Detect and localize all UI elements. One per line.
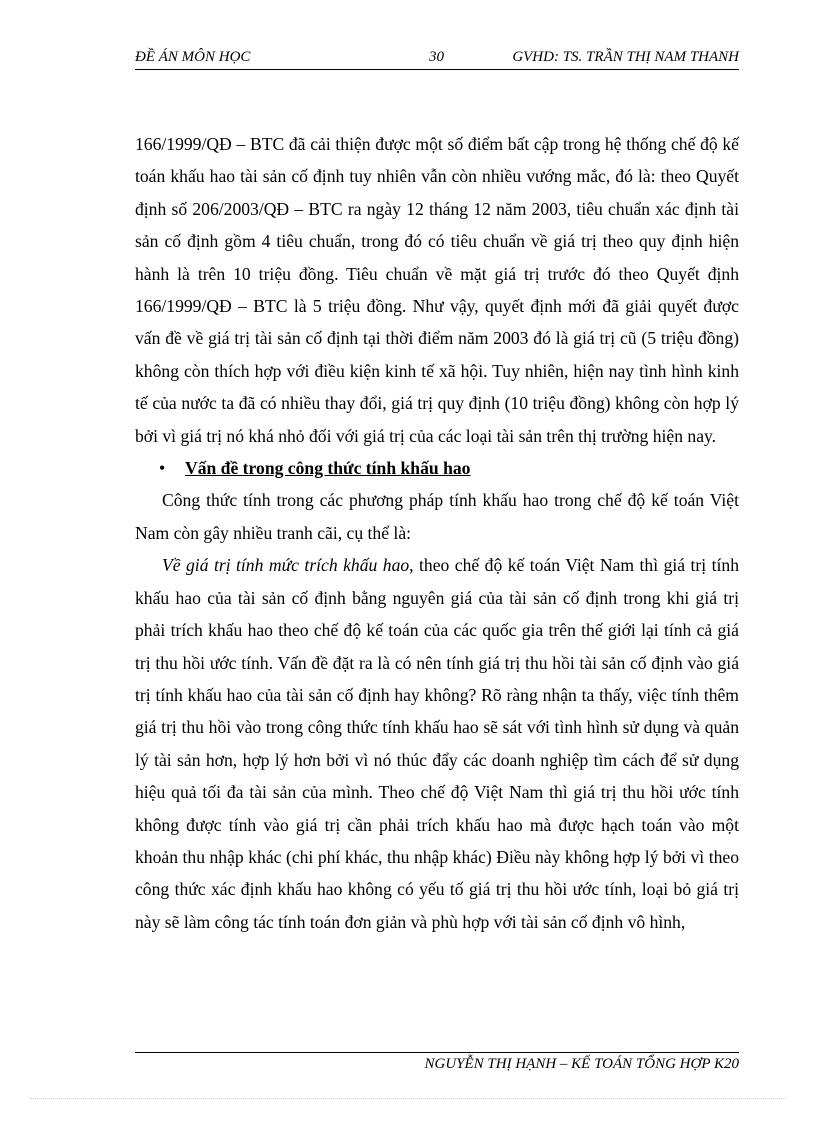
- paragraph-intro: Công thức tính trong các phương pháp tính khấu hao trong chế độ kế toán Việt Nam còn gây nhiều tranh cãi, cụ thể là:: [135, 490, 739, 543]
- header-supervisor: GVHD: TS. TRẦN THỊ NAM THANH: [512, 49, 739, 65]
- paragraph-depreciation-value: [135, 549, 739, 938]
- paragraph-depreciation-text: , theo chế độ kế toán Việt Nam thì giá trị tính khấu hao của tài sản cố định bằng nguyên giá của tài sản cố định trong khi giá trị phải trích khấu hao theo chế độ kế toán của các quốc gia trên thế giới lại tính cả giá trị thu hồi ước tính. Vấn đề đặt ra là có nên tính giá trị thu hồi tài sản cố định vào giá trị tính khấu hao của tài sản cố định hay không? Rõ ràng nhận ta thấy, việc tính thêm giá trị thu hồi vào trong công thức tính khấu hao sẽ sát với tình hình sử dụng và quản lý tài sản hơn, hợp lý hơn bởi vì nó thúc đẩy các doanh nghiệp tìm cách để sử dụng hiệu quả tối đa tài sản của mình. Theo chế độ Việt Nam thì giá trị thu hồi ước tính không được tính vào giá trị cần phải trích khấu hao mà được hạch toán vào một khoản thu nhập khác (chi phí khác, thu nhập khác) Điều này không hợp lý bởi vì theo công thức xác định khấu hao không có yếu tố giá trị thu hồi ước tính, loại bỏ giá trị này sẽ làm công tác tính toán đơn giản và phù hợp với tài sản cố định vô hình,: [135, 555, 739, 932]
- bullet-icon: •: [159, 458, 166, 479]
- section-heading: [135, 452, 739, 484]
- header-course-title: ĐỀ ÁN MÔN HỌC: [135, 49, 251, 65]
- section-heading-text: Vấn đề trong công thức tính khấu hao: [185, 458, 471, 479]
- page-footer: NGUYỄN THỊ HẠNH – KẾ TOÁN TỔNG HỢP K20: [424, 1056, 739, 1072]
- italic-lead-phrase: Về giá trị tính mức trích khấu hao: [162, 555, 410, 576]
- page-bottom-dotted-rule: [30, 1098, 786, 1099]
- paragraph-continuation: 166/1999/QĐ – BTC đã cải thiện được một số điểm bất cập trong hệ thống chế độ kế toán khấu hao tài sản cố định tuy nhiên vẫn còn nhiều vướng mắc, đó là: theo Quyết định số 206/2003/QĐ – BTC ra ngày 12 tháng 12 năm 2003, tiêu chuẩn xác định tài sản cố định gồm 4 tiêu chuẩn, trong đó có tiêu chuẩn về giá trị theo quy định hiện hành là trên 10 triệu đồng. Tiêu chuẩn về mặt giá trị trước đó theo Quyết định 166/1999/QĐ – BTC là 5 triệu đồng. Như vậy, quyết định mới đã giải quyết được vấn đề về giá trị tài sản cố định tại thời điểm năm 2003 đó là giá trị cũ (5 triệu đồng) không còn thích hợp với điều kiện kinh tế xã hội. Tuy nhiên, hiện nay tình hình kinh tế của nước ta đã có nhiều thay đổi, giá trị quy định (10 triệu đồng) không còn hợp lý bởi vì giá trị nó khá nhỏ đối với giá trị của các loại tài sản trên thị trường hiện nay.: [135, 134, 739, 446]
- footer-divider: [135, 1052, 739, 1053]
- page-header: [135, 49, 739, 70]
- page-number: 30: [429, 49, 444, 65]
- document-body: [135, 128, 739, 938]
